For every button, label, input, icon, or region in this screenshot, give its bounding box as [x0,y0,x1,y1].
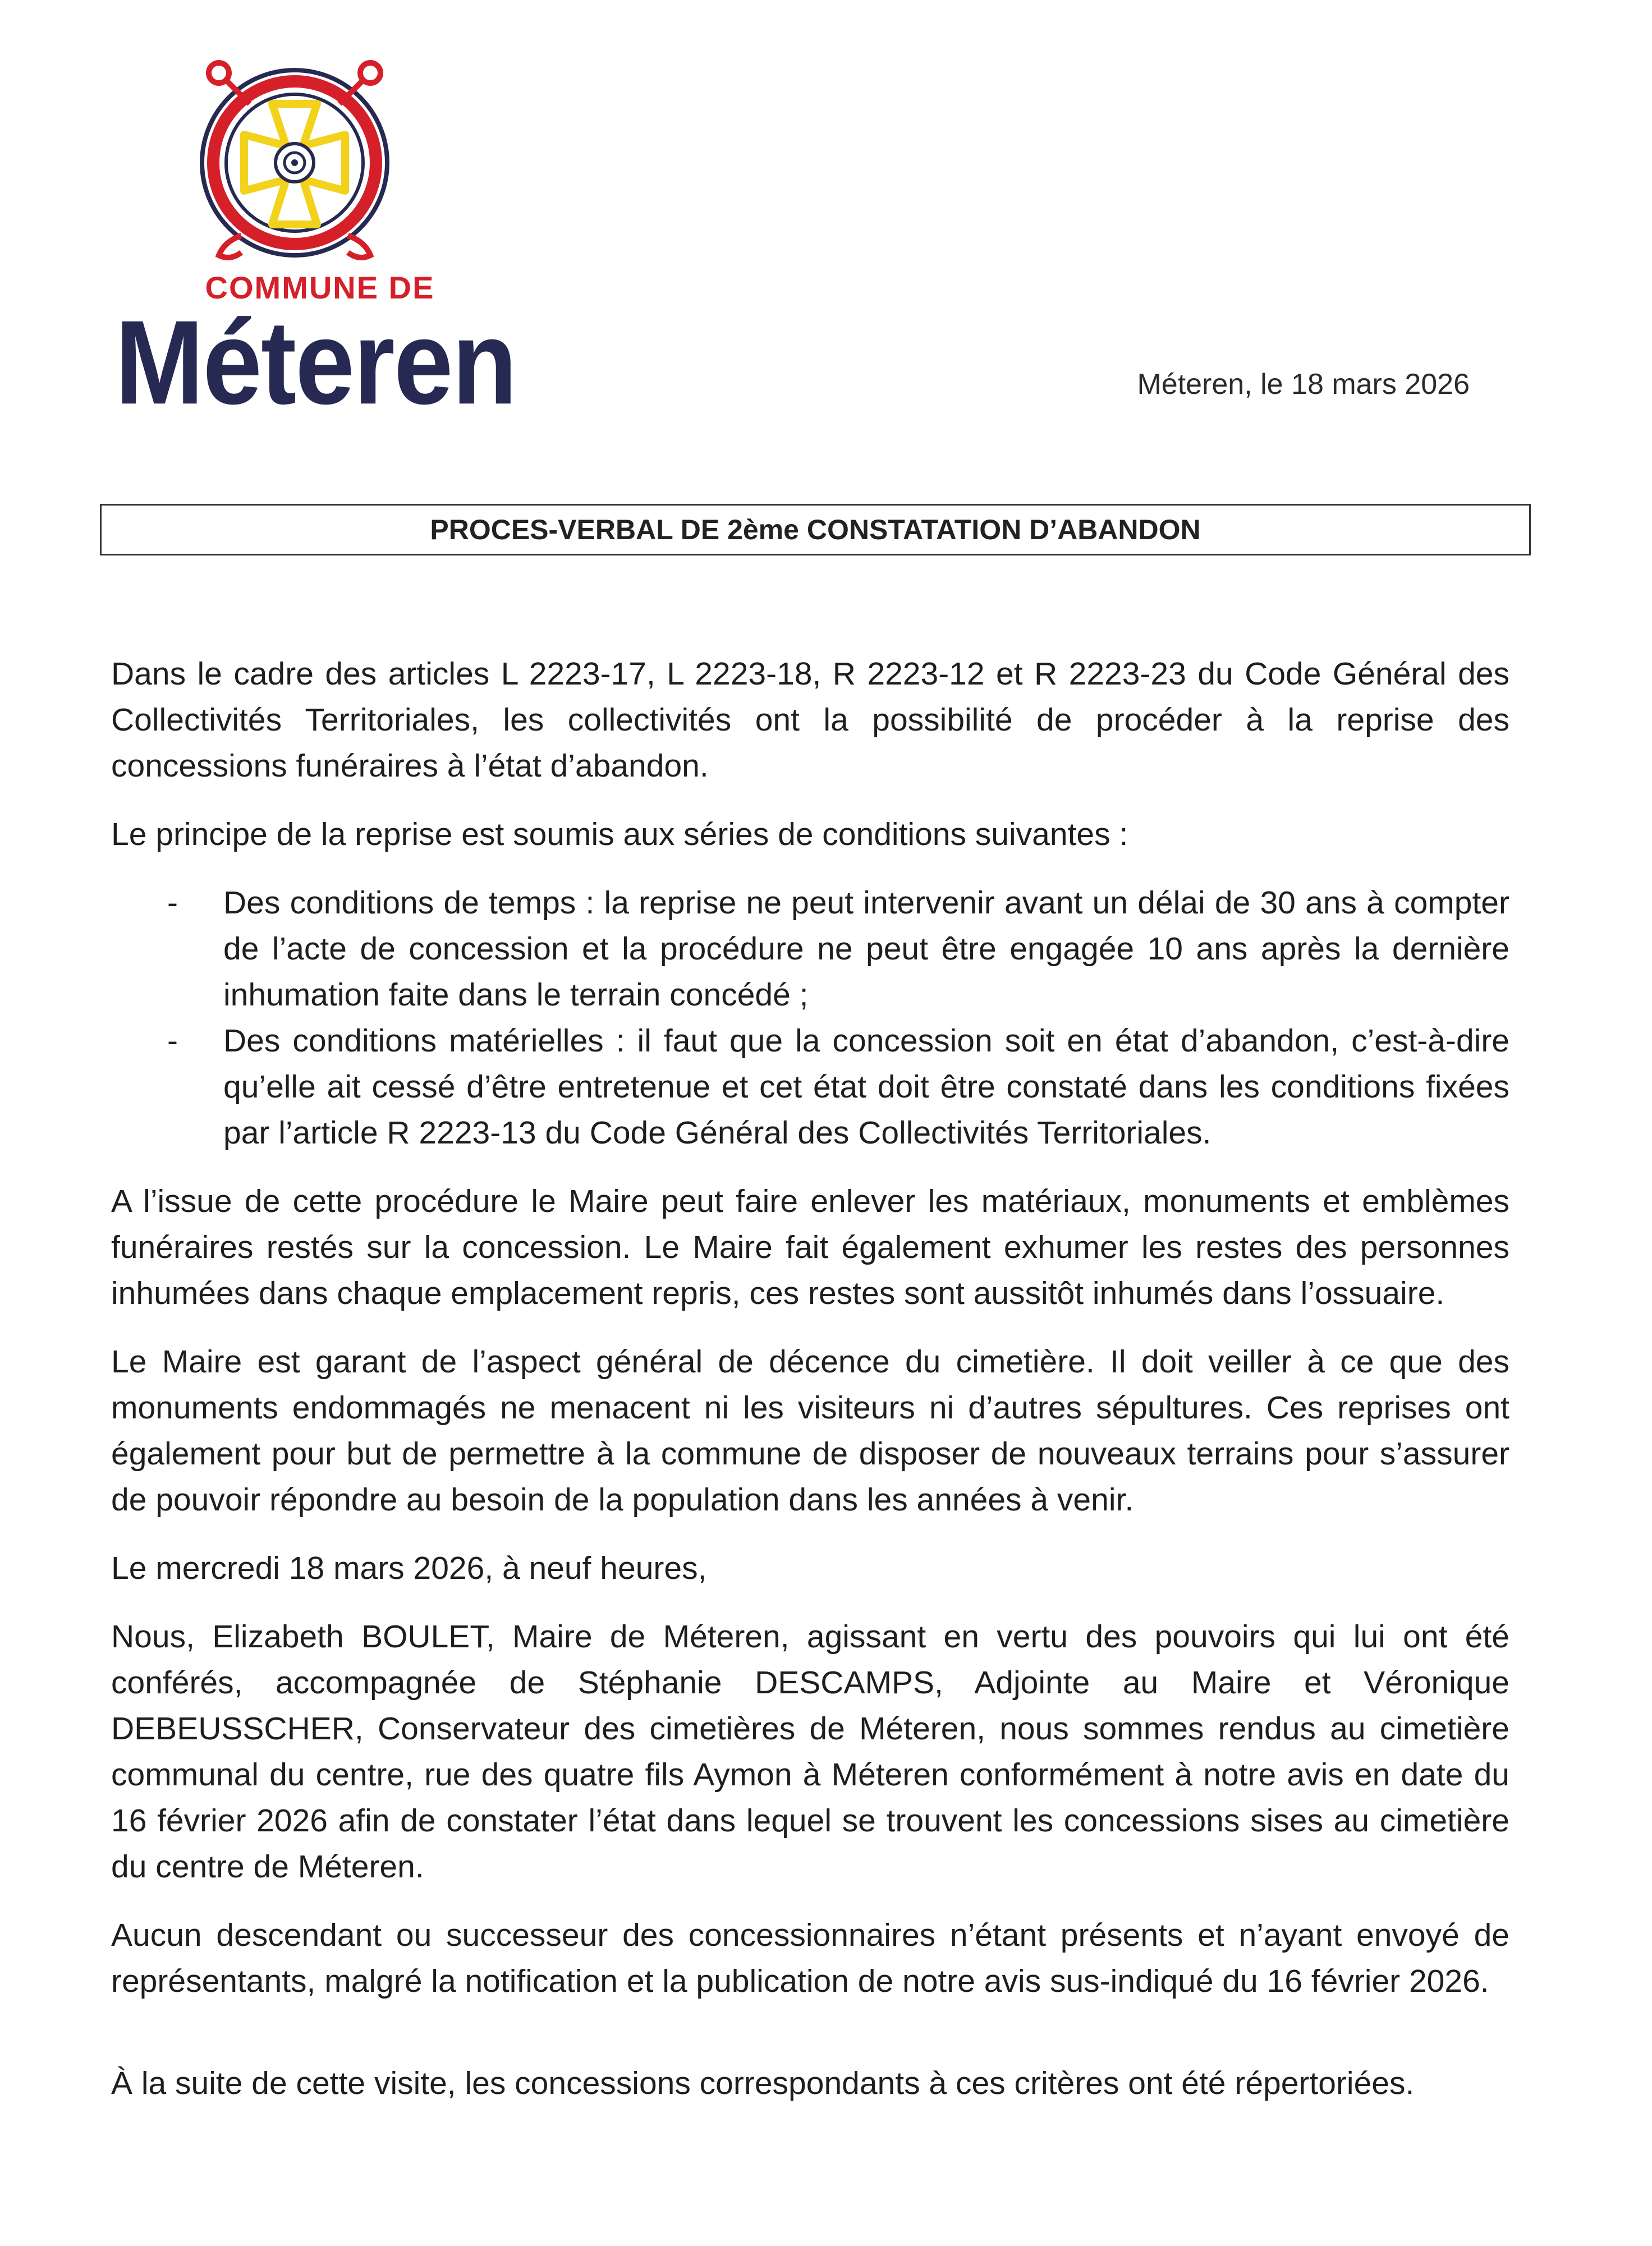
bullet-dash: - [167,885,178,921]
list-item [111,1018,1509,1156]
bullet-dash: - [167,1023,178,1059]
logo-commune-text: COMMUNE DE [205,270,435,305]
coat-of-arms-emblem [188,56,401,264]
list-item [111,880,1509,1018]
list-item-text: Des conditions matérielles : il faut que la concession soit en état d’abandon, c’est-à-dire qu’elle ait cessé d’être entretenue et cet état doit être constaté dans les conditions fixées par l’article R 2223-13 du Code Général des Collectivités Territoriales. [223,1023,1509,1151]
paragraph-legal-basis: Dans le cadre des articles L 2223-17, L 2223-18, R 2223-12 et R 2223-23 du Code Général des Collectivités Territoriales, les collectivités ont la possibilité de procéder à la reprise des concessions funéraires à l’état d’abandon. [111,656,1509,784]
conditions-list [111,880,1509,1156]
paragraph-visit-date: Le mercredi 18 mars 2026, à neuf heures, [111,1550,707,1586]
paragraph-procedure-outcome: A l’issue de cette procédure le Maire peut faire enlever les matériaux, monuments et emblèmes funéraires restés sur la concession. Le Maire fait également exhumer les restes des personnes inhumées dans chaque emplacement repris, ces restes sont aussitôt inhumés dans l’ossuaire. [111,1183,1509,1311]
document-body [111,651,1509,2129]
paragraph-conclusion: À la suite de cette visite, les concessions correspondants à ces critères ont été répertoriées. [111,2065,1415,2101]
list-item-text: Des conditions de temps : la reprise ne peut intervenir avant un délai de 30 ans à compter de l’acte de concession et la procédure ne peut être engagée 10 ans après la dernière inhumation faite dans le terrain concédé ; [223,885,1509,1013]
paragraph-participants: Nous, Elizabeth BOULET, Maire de Méteren, agissant en vertu des pouvoirs qui lui ont été conférés, accompagnée de Stéphanie DESCAMPS, Adjointe au Maire et Véronique DEBEUSSCHER, Conservateur des cimetières de Méteren, nous sommes rendus au cimetière communal du centre, rue des quatre fils Aymon à Méteren conformément à notre avis en date du 16 février 2026 afin de constater l’état dans lequel se trouvent les concessions sises au cimetière du centre de Méteren. [111,1619,1509,1885]
commune-logo [109,56,516,430]
paragraph-conditions-intro: Le principe de la reprise est soumis aux séries de conditions suivantes : [111,816,1128,852]
logo-town-name: Méteren [115,296,516,430]
document-date: Méteren, le 18 mars 2026 [1137,368,1470,401]
paragraph-mayor-responsibility: Le Maire est garant de l’aspect général de décence du cimetière. Il doit veiller à ce que des monuments endommagés ne menacent ni les visiteurs ni d’autres sépultures. Ces reprises ont également pour but de permettre à la commune de disposer de nouveaux terrains pour s’assurer de pouvoir répondre au besoin de la population dans les années à venir. [111,1344,1509,1518]
document-title: PROCES-VERBAL DE 2ème CONSTATATION D’ABANDON [430,514,1201,545]
paragraph-absence: Aucun descendant ou successeur des concessionnaires n’étant présents et n’ayant envoyé de représentants, malgré la notification et la publication de notre avis sus-indiqué du 16 février 2026. [111,1917,1509,1999]
document-title-box [100,504,1531,555]
